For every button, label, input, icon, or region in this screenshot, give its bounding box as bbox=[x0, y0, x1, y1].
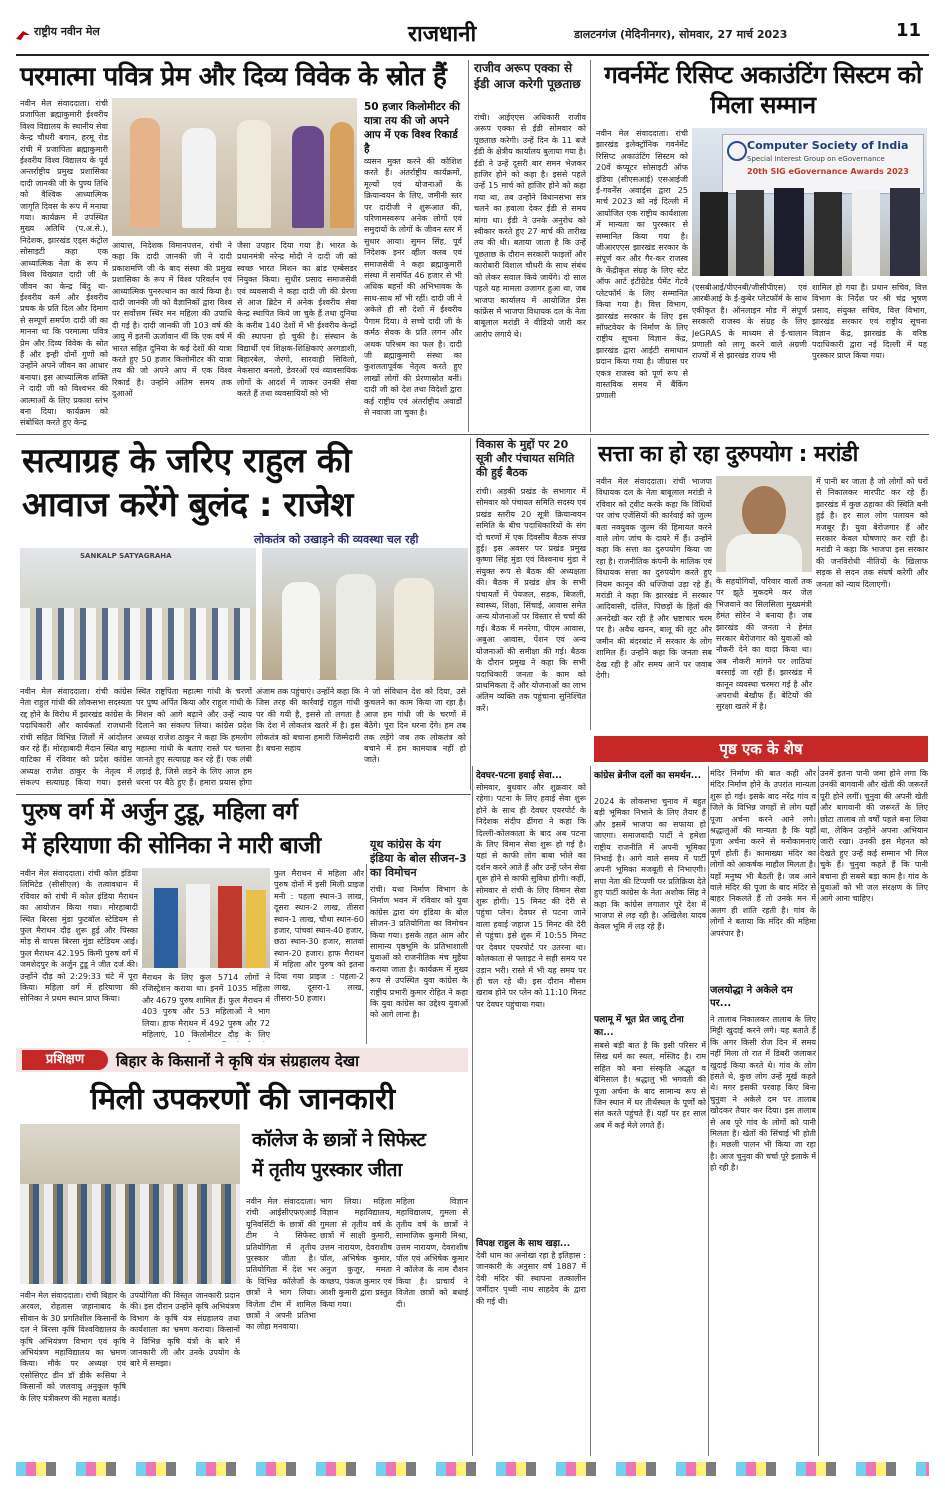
story2-body-c: शामिल हो गया है। प्रधान सचिव, वित्त विभाग के निर्देश पर श्री चंद्र भूषण प्रसाद, संयुक्त सचिव, वित्त विभाग, झारखंड सरकार एवं राष्ट्रीय सूचना विज्ञान केंद्र, झारखंड के वरिष्ठ पदाधिकारी द्वारा नई दिल्ली में यह पुरस्कार प्राप्त किया गया। bbox=[812, 283, 927, 361]
masthead bbox=[16, 16, 929, 54]
column-divider bbox=[472, 766, 473, 1456]
photo-figure bbox=[292, 126, 324, 228]
jump1-headline-4: विपक्ष राहुल के साथ खड़ा... bbox=[476, 1239, 571, 1249]
jump1-headline-2: कांग्रेस ब्रेनीज दलों का समर्थन... bbox=[594, 771, 702, 781]
page-number: 11 bbox=[896, 20, 922, 41]
photo-figure bbox=[186, 884, 210, 968]
story6-kicker-headline: बिहार के किसानों ने कृषि यंत्र संग्रहालय देखा bbox=[116, 1052, 359, 1070]
jump1-headline: देवघर-पटना हवाई सेवा... bbox=[476, 771, 562, 781]
column-divider bbox=[590, 438, 591, 730]
section-rule bbox=[16, 434, 929, 435]
story1-headline: परमात्मा पवित्र प्रेम और दिव्य विवेक के स्रोत हैं bbox=[20, 62, 447, 92]
photo-figure bbox=[814, 192, 842, 276]
paper-name: राष्ट्रीय नवीन मेल bbox=[34, 25, 100, 38]
story4-portrait bbox=[716, 476, 812, 572]
story5-photo bbox=[142, 868, 270, 968]
column-divider bbox=[470, 438, 471, 790]
jump2-headline-2: जलयोद्धा ने अकेले दम पर... bbox=[710, 985, 793, 1009]
sidebar2-headline: विकास के मुद्दों पर 20 सूत्री और पंचायत समिति की हुई बैठक bbox=[476, 438, 575, 479]
portrait-body bbox=[726, 534, 802, 572]
story7-body-b: भाग लिया। महिला विज्ञान महाविद्यालय, गुमला से तृतीय वर्ष के छात्रों में साक्षी कुमारी, उत्तम नारायण, देवराशीष पॉल, अभिषेक कुमार, अनुज कुजूर, ममता कच्छप, पंकज कुमार एवं आशी कुमारी द्वारा प्रस्तुत किया गया। bbox=[320, 1197, 392, 1309]
section-band bbox=[594, 736, 928, 762]
story2-body-b: (एसबीआई/पीएनबी/जीसीपीएस) एवं आरबीआई के ई-कुबेर प्लेटफॉर्म के साथ एकीकृत है। ऑनलाइन मोड में संपूर्ण सरकारी राजस्व के संग्रह के लिए JeGRAS के माध्यम से ई-चालान प्रणाली को लागू करने वाले अग्रणी राज्यों में से झारखंड राज्य भी bbox=[692, 283, 807, 361]
award-banner-sub: Special Interest Group on eGovernance bbox=[747, 155, 885, 163]
story5-body-c: मैराथन के लिए कुल 5714 लोगों ने रजिस्ट्रेशन कराया था। इनमें 1035 महिला और 4679 पुरुष शामिल हैं। फुल मैराथन में 403 पुरुष और 53 महिलाओं ने भाग लिया। हाफ मैराथन में 492 पुरुष और 72 महिलाएं, 10 किलोमीटर दौड़ के लिए bbox=[142, 973, 270, 1040]
story4-body-a: नवीन मेल संवाददाता। रांची भाजपा विधायक दल के नेता बाबूलाल मरांडी ने रविवार को ट्वीट करके कहा कि विधियों पर जांच एजेंसियों की कार्रवाई को जुल्म बता नवयुवक जुल्म की हिमायत करने वाले लोग जांच के दायरे में हैं। उन्होंने कहा कि सत्ता का दुरुपयोग किया जा रहा है। राजनीतिक कंपनी के मालिक एवं विधायक सत्ता का दुरुपयोग करते हुए नियम कानून की धज्जियां उड़ा रहे हैं। मरांडी ने कहा कि झारखंड में सरकार आदिवासी, दलित, पिछड़ों के हितों की अनदेखी कर रही है और भ्रष्टाचार चरम पर है। अवैध खनन, बालू की लूट और जमीन की बंदरबांट में सरकार के लोग शामिल हैं। उन्होंने कहा कि जनता सब देख रही है और समय आने पर जवाब देगी। bbox=[596, 477, 712, 680]
sidebar3-body: रांची। यथा निर्माण विभाग के निर्माण भवन में रविवार को युवा कांग्रेस द्वारा यंग इंडिया के बोल सीजन-3 प्रतियोगिता का विमोचन किया गया। इसके तहत आम और सामान्य पृष्ठभूमि के प्रतिभाशाली युवाओं को राजनीतिक मंच मुहैया कराया जाता है। कार्यक्रम में मुख्य रूप से उपस्थित युवा कांग्रेस के राष्ट्रीय प्रभारी कुमार रोहित ने कहा कि युवा कांग्रेस का उद्देश्य युवाओं को आगे लाना है। bbox=[370, 885, 468, 1020]
sidebar1-body: रांची। आईएएस अधिकारी राजीव अरूप एक्का से ईडी सोमवार को पूछताछ करेगी। उन्हें दिन के 11 बजे ईडी के क्षेत्रीय कार्यालय बुलाया गया है। ईडी ने उन्हें दूसरी बार समन भेजकर हाजिर होने को कहा है। इससे पहले उन्हें 15 मार्च को हाजिर होने को कहा गया था, तब उन्होंने विधानसभा सत्र चलने का हवाला देकर ईडी से समय मांगा था। ईडी ने उनके अनुरोध को स्वीकार करते हुए 27 मार्च की तारीख तय की थी। बताया जाता है कि उन्हें पूछताछ के दौरान सरकारी फाइलों और कारोबारी विशाल चौधरी के साथ संबंध को लेकर सवाल किये जायेंगे। दो साल पहले यह मामला उजागर हुआ था, जब भाजपा कार्यालय में आयोजित प्रेस कांफ्रेंस में भाजपा विधायक दल के नेता बाबूलाल मरांडी ने वीडियो जारी कर आरोप लगाये थे। bbox=[474, 113, 586, 339]
photo-figure bbox=[182, 128, 216, 228]
photo-figure bbox=[336, 574, 376, 680]
masthead-rule bbox=[16, 54, 929, 56]
photo-figure bbox=[700, 192, 728, 276]
story3-body-a: नवीन मेल संवाददाता। रांची कांग्रेस नेता राहुल गांधी की लोकसभा सदस्यता रद्द होने के विरोध में झारखंड कांग्रेस के पदाधिकारी और कार्यकर्ता राजधानी रांची सहित विभिन्न जिलों में आंदोलन कर रहे हैं। मोरहाबादी मैदान स्थित बापू वाटिका में रविवार को प्रदेश कांग्रेस अध्यक्ष राजेश ठाकुर के नेतृत्व में संकल्प सत्याग्रह किया गया। इससे bbox=[20, 687, 132, 788]
story1-photo bbox=[112, 98, 357, 236]
dateline: डालटनगंज (मेदिनीनगर), सोमवार, 27 मार्च 2023 bbox=[574, 28, 788, 41]
photo-figure bbox=[736, 190, 764, 276]
story3-body-f: ने जो संविधान देश को दिया, उसे कुचलने का काम किया जा रहा है। आज हम गांधी जी के चरणों में बैठेंगे। पूरा दिन धरना देंगे। हम तब तक लड़ेंगे जब तक लोकतंत्र को बचाने में हम कामयाब नहीं हो जाते। bbox=[364, 687, 466, 765]
column-divider bbox=[366, 864, 367, 1044]
photo-figure bbox=[330, 122, 354, 228]
photo-banner: SANKALP SATYAGRAHA bbox=[80, 552, 172, 560]
story3-subhead: लोकतंत्र को उखाड़ने की व्यवस्था चल रही bbox=[254, 533, 419, 546]
story4-body-c: में पानी बर जाता है जो लोगों को घरों से निकालकर मारपीट कर रहे हैं। झारखंड में कुछ ठहाका की स्थिति बनी हुई है। हर साल लोग पलायन को मजबूर हैं। युवा बेरोजगार हैं और सरकार केवल घोषणाएं कर रही है। मरांडी ने कहा कि भाजपा इस सरकार की जनविरोधी नीतियों के खिलाफ सड़क से सदन तक संघर्ष करेगी और जनता को न्याय दिलाएगी। bbox=[816, 477, 928, 589]
section-rule bbox=[16, 794, 471, 795]
story1-pull-quote: 50 हजार किलोमीटर की यात्रा तय की जो अपने आप में एक विश्व रिकार्ड है bbox=[364, 101, 460, 155]
print-registration-strip bbox=[16, 1462, 929, 1476]
jump3-body: उनमें इतना पानी जमा होने लगा कि उनकी बागवानी और खेती की जरूरतें पूरी होने लगीं। चुनुवा की अपनी खेती और बागवानी की जरूरतें के लिए छोटा तालाब तो वर्षों पहले बना लिया था, लेकिन उन्होंने अपना अभियान जारी रखा। उनकी इस मेहनत को देखते हुए उन्हें कई सम्मान भी मिल चुके हैं। चुनुवा कहते हैं कि पानी बचाना ही सबसे बड़ा काम है। गांव के युवाओं को भी जल संरक्षण के लिए आगे आना चाहिए। bbox=[820, 769, 928, 904]
section-band-title: पृष्ठ एक के शेष bbox=[719, 740, 803, 758]
award-banner-title: Computer Society of India bbox=[747, 139, 909, 152]
photo-figure bbox=[394, 578, 434, 680]
jump1-body-2: 2024 के लोकसभा चुनाव में बहुत बड़ी भूमिका निभाने के लिए तैयार हैं और इसमें भाजपा का सफाया हो जाएगा। समाजवादी पार्टी ने हमेशा राष्ट्रीय राजनीति में अपनी भूमिका निभाई है। आगे वाले समय में पार्टी अपनी भूमिका मजबूती से निभाएगी। सपा नेता की टिप्पणी पर प्रतिक्रिया देते हुए पार्टी कांग्रेस के नेता अशोक सिंह ने कहा कि कांग्रेस लगातार पूरे देश में भाजपा से लड़ रही है। अखिलेश यादव केवल भूमि में लड़ रहे हैं। bbox=[594, 797, 706, 932]
photo-figure bbox=[774, 188, 804, 276]
photo-crowd bbox=[20, 1184, 240, 1284]
award-banner-award: 20th SIG eGovernance Awards 2023 bbox=[747, 167, 909, 176]
story2-headline: गवर्नमेंट रिसिप्ट अकाउंटिंग सिस्टम को मिला सम्मान bbox=[604, 61, 922, 119]
story6-headline: मिली उपकरणों की जानकारी bbox=[90, 1082, 395, 1117]
story3-headline-line2: आवाज करेंगे बुलंद : राजेश bbox=[22, 485, 353, 525]
story5-headline-line2: में हरियाणा की सोनिका ने मारी बाजी bbox=[22, 833, 321, 859]
photo-figure bbox=[218, 886, 242, 968]
jump1-body: सोमवार, बुधवार और शुक्रवार को रहेगा। पटना के लिए हवाई सेवा शुरू होने के साथ ही देवघर एयरपोर्ट के निदेशक संदीप ढींगरा ने कहा कि दिल्ली-कोलकाता के बाद अब पटना के लिए विमान सेवा शुरू हो गई है। यहां से काफी लोग बाबा भोले का दर्शन करने आते हैं और उन्हें प्लेन सेवा शुरू होने से काफी सुविधा होगी। कहीं, सोमवार से रांची के लिए विमान सेवा शुरू होगी। 15 मिनट की देरी से पहुंचा प्लेन। देवघर से पटना जाने वाला हवाई जहाज 15 मिनट की देरी से पहुंचा। इसे शुरू में 10:55 मिनट पर देवघर एयरपोर्ट पर उतरना था। कोलकाता से फ्लाइट ने सही समय पर उड़ान भरी। रास्ते में भी यह समय पर ही चल रहे थी। इस दौरान मौसम खराब होने पर प्लेन को 11:10 मिनट पर देवघर पहुंचाया गया। bbox=[476, 783, 586, 1009]
story6-body-a: नवीन मेल संवाददाता। रांची बिहार के अरवल, रोहतास जहानाबाद के सीवान के 30 प्रगतिशील किसानों के दल ने बिरसा कृषि विश्वविद्यालय के कृषि अभियंत्रण विभाग एवं कृषि अभियंत्रण महाविद्यालय का भ्रमण किया। मौके पर अध्यक्ष एवं एसोसिएट डीन डॉ डीके रूसिया ने किसानों को जलवायु अनुकूल कृषि के लिए यंत्रीकरण की महत्ता बताई। bbox=[20, 1291, 126, 1403]
story5-body-b: फुल मैराथन में महिला और पुरुष दोनों में इसी मिली प्राइज मनी : पहला स्थान-3 लाख, दूसरा स्थान-2 लाख, तीसरा स्थान-1 लाख, चौथा स्थान-60 हजार, पांचवां स्थान-40 हजार, छठा स्थान-30 हजार, सातवां स्थान-20 हजार। हाफ मैराथन में महिला और पुरुष को इतना दिया गया प्राइज : पहला-2 लाख, दूसरा-1 लाख, तीसरा-50 हजार। bbox=[274, 869, 364, 1004]
photo-figure bbox=[130, 118, 160, 228]
award-banner bbox=[722, 134, 924, 194]
story5-headline-line1: पुरुष वर्ग में अर्जुन टुडू, महिला वर्ग bbox=[22, 799, 298, 825]
jump2-body: मंदिर निर्माण की बात कही और मंदिर निर्माण होने के उपरांत मान्यता शुरू हो गई। इसके बाद नरेंद्र गांव व जिले के विभिन्न जगहों से लोग यहाँ पूजा अर्चना करने आने लगे। श्रद्धालुओं की मान्यता है कि यहाँ पूजा अर्चना करने से मनोकामनाएं पूर्ण होती हैं। कामाख्या मंदिर का लोगों को आकर्षक माहौल मिलता है। यहाँ मनुष्य भी बैठती है। जब आने वाले मंदिर की पूजा के बाद मंदिर से बाहर निकलते हैं तो उनके मन में अलग ही शांति रहती है। गांव के लोगों ने बताया कि मंदिर की महिमा अपरंपार है। bbox=[710, 769, 816, 938]
story7-body-c: महिला विज्ञान महाविद्यालय, गुमला से तृतीय वर्ष के छात्रों ने सामाजिक कुमारी मिश्रा, उत्तम नारायण, देवराशीष पॉल एवं अभिषेक कुमार ने कॉलेज के नाम रौशन किया है। प्राचार्य ने विजेता छात्रों को बधाई दी। bbox=[396, 1197, 468, 1309]
story7-body-a: नवीन मेल संवाददाता। रांची आईसीएफएआई यूनिवर्सिटी के छात्रों की टीम ने सिफेस्ट प्रतियोगिता में तृतीय पुरस्कार जीता है। प्रतियोगिता में देश भर के विभिन्न कॉलेजों के छात्रों ने भाग लिया। विजेता टीम में शामिल छात्रों ने अपनी प्रतिभा का लोहा मनवाया। bbox=[246, 1197, 316, 1332]
story1-body-b: आयात्त, निदेशक विमानपत्तन, रांची ने कहा कि दादी जानकी जी ने दादी प्रकाशमणि जी के बाद संस्था की प्रमुख प्रशासिका के रूप में विश्व परिवर्तन एवं आध्यात्मिक पुनरुत्थान का कार्य किया है। दादी जानकी जी को वैज्ञानिकों द्वारा विश्व पर सर्वोत्तम स्थिर मन महिला की उपाधि दी गई है। दादी जानकी जी 103 वर्ष की आयु में इतनी ऊर्जावान थीं कि एक वर्ष में भारत सहित दुनिया के कई देशों की यात्रा करते हुए 50 हजार किलोमीटर की यात्रा तय की जो अपने आप में एक विश्व रिकार्ड है। उन्होंने अंतिम समय तक दुआओं bbox=[112, 241, 232, 399]
column-divider bbox=[590, 766, 591, 1456]
story4-body-b: के सहयोगियों, परिवार वालों तक पर झूठे मुकदमे कर जेल भिजवाने का सिलसिला मुख्यमंत्री हेमंत सोरेन ने बनाया है। जब झारखंड की जनता ने हेमंत सरकार बेरोजगार को युवाओं को नौकरी देने का वादा किया था। अब नौकरी मांगने पर लाठियां बरसाई जा रही हैं। झारखंड में कानून व्यवस्था चरमरा गई है और अपराधी बेखौफ हैं। बेटियों की सुरक्षा खतरे में है। bbox=[716, 577, 812, 712]
photo-crowd bbox=[20, 608, 256, 680]
story3-photo bbox=[20, 548, 256, 680]
photo-figure bbox=[237, 120, 271, 228]
photo-figure bbox=[852, 190, 880, 276]
sidebar2-body: रांची। अड़की प्रखंड के सभागार में सोमवार को पंचायत समिति सदस्य एवं प्रखंड स्तरीय 20 सूत्री क्रियान्वयन समिति के बीच पदाधिकारियों के संग दो चरणों में एक दिवसीय बैठक संपन्न हुई। इस अवसर पर प्रखंड प्रमुख कृष्णा सिंह मुंडा एवं विश्वनाथ मुंडा ने संयुक्त रूप से बैठक की अध्यक्षता की। बैठक में प्रखंड क्षेत्र के सभी पंचायतों में पेयजल, सड़क, बिजली, स्वास्थ्य, शिक्षा, सिंचाई, आवास समेत अन्य योजनाओं पर विस्तार से चर्चा की गई। बैठक में मनरेगा, पीएम आवास, अबुआ आवास, पेंशन एवं अन्य योजनाओं की समीक्षा की गई। बैठक के दौरान प्रमुख ने कहा कि सभी पदाधिकारी जनता के काम को प्राथमिकता दें और योजनाओं का लाभ अंतिम व्यक्ति तक पहुंचाना सुनिश्चित करें। bbox=[476, 487, 586, 713]
photo-figure bbox=[246, 890, 266, 968]
sidebar3-headline: यूथ कांग्रेस के यंग इंडिया के बोल सीजन-3 का विमोचन bbox=[370, 838, 467, 879]
story1-body-c: जैसा उपहार दिया गया है। भारत के प्रधानमंत्री नरेन्द्र मोदी ने दादी जी को स्वच्छ भारत मिशन का ब्रांड एम्बेसडर नियुक्त किया। सुधीर प्रसाद समाजसेवी एवं व्यवसायी ने कहा दादी जी की प्रेरणा से आज ब्रिटेन में अनेक ईश्वरीय सेवा केन्द्र स्थापित किये जा चुके हैं तथा दुनिया के करीब 140 देशों में भी ईश्वरीय केन्द्रों की स्थापना हो चुकी है। संस्थान के विद्यार्थी एवं शिक्षक-शिक्षिकाएं अरगडाशी, बिहारबेल, जेरगो, सारवाही सिविलो, नेकसारा बनलो, डेवरओं एवं व्यावसायिक लोगों के आदर्श में जाकर उनकी सेवा करते हैं तथा व्यवसायियों को भी bbox=[237, 241, 357, 399]
story1-body-d: व्यसन मुक्त करने की कोशिश करते हैं। अंतर्राष्ट्रीय कार्यक्रमों, मूल्यों एवं योजनाओं के क्रियान्वयन के लिए, जमीनी स्तर पर दादीजी ने शुरूआत की, परिणामस्वरूप अनेक लोगों एवं समुदायों के लोगों के जीवन स्तर में सुधार आया। सुमन सिंह, पूर्व निदेशक इनर व्हील क्लब एवं समाजसेवी ने कहा ब्रह्माकुमारी संस्था में समर्पित 46 हजार से भी अधिक बहनों की अभिभावक के साथ-साथ माँ भी रहीं। दादी जी ने अकेले ही सौ देशों में ईश्वरीय पैगाम दिया। वे सच्चे दादी जी के कर्मठ सेवक के प्रति लगन और अथक परिश्रम का फल है। दादी जी ब्रह्माकुमारी संस्था का कुशलतापूर्वक नेतृत्व करते हुए लाखों लोगों की प्रेरणास्रोत बनीं। दादी जी को देश तथा विदेशों द्वारा कई राष्ट्रीय एवं अंतर्राष्ट्रीय अवार्डों से नवाजा जा चुका है। bbox=[364, 157, 462, 417]
column-divider bbox=[708, 766, 709, 1456]
story6-body-b: उपयोगिता की विस्तृत जानकारी प्रदान की। इस दौरान उन्होंने कृषि अभियंत्रण विभाग के कृषि यंत्र संग्रहालय तथा कार्यशाला का भ्रमण कराया। किसानों ने विभिन्न कृषि यंत्रों के बारे में जानकारी ली और उनके उपयोग के बारे में समझा। bbox=[130, 1291, 240, 1369]
photo-figure bbox=[890, 188, 920, 276]
photo-figure bbox=[282, 582, 320, 680]
paper-logo-icon bbox=[16, 26, 30, 38]
column-divider bbox=[818, 766, 819, 1456]
column-divider bbox=[590, 60, 591, 432]
story5-body-a: नवीन मेल संवाददाता। रांची कोल इंडिया लिमिटेड (सीसीएल) के तत्वावधान में रविवार को रांची में कोल इंडिया मैराथन का आयोजन किया गया। मोरहाबादी स्थित बिरसा मुंडा फुटबॉल स्टेडियम से फुल मैराथन दौड़ शुरू हुई और पिस्का मोड़ से वापस बिरसा मुंडा स्टेडियम आई। फुल मैराथन 42.195 किमी पुरुष वर्ग में जमशेदपुर के अर्जुन टुडू ने जीत दर्ज की। उन्होंने दौड़ को 2:29:33 घंटे में पूरा किया। महिला वर्ग में हरियाणा की सोनिका ने प्रथम स्थान प्राप्त किया। bbox=[20, 869, 138, 1004]
story3-body-b: स्थित राष्ट्रपिता महात्मा गांधी के चरणों पर पुष्प अर्पित किया और राहुल गांधी के मिशन को आगे बढ़ाने और उन्हें न्याय दिलाने का संकल्प लिया। कांग्रेस प्रदेश अध्यक्ष राजेश ठाकुर ने कहा कि हमलोग महात्मा गांधी के बताए रास्ते पर चलना जानते हुए सत्याग्रह कर रहे हैं। एक लंबी लड़ाई है, जिसे लड़ने के लिए आज हम धरना पर बैठे हुए हैं। हमारा प्रयास होगा bbox=[136, 687, 252, 788]
story2-award-photo bbox=[692, 128, 927, 276]
column-divider bbox=[468, 60, 469, 432]
jump2-body-2: ने तालाब निकालकर तालाब के लिए मिट्टी खुदाई करने लगे। यह बताते हैं कि अगर किसी रोज दिन में समय नहीं मिला तो रात में डिबरी जलाकर खुदाई किया करते थे। गांव के लोग हंसते थे, कुछ लोग उन्हें मूर्ख कहते थे। मगर इसकी परवाह किए बिना चुनुवा ने अकेले दम पर तालाब खोदकर तैयार कर दिया। इस तालाब से अब पूरे गांव के लोगों को पानी मिलता है। खेतों की सिंचाई भी होती है। मछली पालन भी किया जा रहा है। आज चुनुवा की चर्चा पूरे इलाके में हो रही है। bbox=[710, 1015, 816, 1173]
story3-headline-line1: सत्याग्रह के जरिए राहुल की bbox=[22, 441, 352, 481]
story1-body-a: नवीन मेल संवाददाता। रांची प्रजापिता ब्रह्माकुमारी ईश्वरीय विश्व विद्यालय के स्थानीय सेवा केन्द्र चौधरी बगान, हरमू रोड रांची में प्रजापिता ब्रह्माकुमारी ईश्वरीय विश्व विद्यालय के पूर्व अन्तर्राष्ट्रीय प्रमुख प्रशासिका दादी जानकी जी के पुण्य तिथि को वैश्विक आध्यात्मिक जागृति दिवस के रूप में मनाया गया। कार्यक्रम में उपस्थित मुख्य अतिथि (प.अ.से.), निदेशक, झारखंड एड्स कंट्रोल सोसाइटी कहा एक आध्यात्मिक नेता के रूप में विश्व विख्यात दादी जी के जीवन का केन्द्र बिंदु था- ईश्वरीय कर्म और ईश्वरीय प्रचक के प्रति दिल और दिमाग से सम्पूर्ण समर्पण दादी जी का मानना था कि परमात्मा पवित्र प्रेम और दिव्य विवेक के स्रोत हैं और इन्ही दोनों गुणों को उन्होंने अपने जीवन का आधार बनाया। इस आध्यात्मिक शक्ति ने दादी जी को विश्वभर की आत्माओं के लिए प्रकाश स्तंभ बना दिया। कार्यक्रम को संबोधित करते हुए केन्द्र bbox=[20, 99, 108, 428]
story3-body-e: अंजाम तक पहुंचाएं। उन्होंने कहा कि जिस तरह की कार्रवाई राहुल गांधी पर की गयी है, इससे तो लगता है कि देश में लोकतंत्र खतरे में है। इस लोकतंत्र को बचाना हमारी जिम्मेदारी है। बचना सहाय bbox=[256, 687, 360, 754]
story7-headline-line2: में तृतीय पुरस्कार जीता bbox=[252, 1159, 402, 1181]
section-title: राजधानी bbox=[408, 22, 477, 47]
jump1-headline-3: पलामू में भूत प्रेत जादू टोना का... bbox=[594, 1015, 684, 1038]
portrait-face bbox=[742, 486, 786, 538]
story3-photo-2 bbox=[262, 548, 468, 680]
story4-headline: सत्ता का हो रहा दुरुपयोग : मरांडी bbox=[598, 442, 858, 467]
sidebar1-headline: राजीव अरूप एक्का से ईडी आज करेगी पूछताछ bbox=[474, 61, 581, 91]
story7-headline-line1: कॉलेज के छात्रों ने सिफेस्ट bbox=[252, 1129, 426, 1151]
photo-figure bbox=[154, 888, 178, 968]
jump1-body-3: सबसे बड़ी बात है कि इसी परिसर में सिख धर्म का स्थल, मस्जिद है। राम सहित को बना संस्कृति अद्भुत व बेमिसाल है। श्रद्धालु भी भगवती की पूजा अर्चना के बाद सामान्य रूप से जिन स्थान में घर तीर्थस्थल के पूर्णों को संत करते पहुंचते हैं। यहाँ पर हर साल अब में कई मेले लगते हैं। bbox=[594, 1041, 706, 1130]
csi-logo-icon bbox=[727, 141, 747, 161]
story6-kicker: प्रशिक्षण bbox=[22, 1050, 108, 1070]
story2-body-a: नवीन मेल संवाददाता। रांची झारखंड इलेक्ट्रॉनिक गवर्नमेंट रिसिप्ट अकाउंटिंग सिस्टम को 20वें कंप्यूटर सोसाइटी ऑफ इंडिया (सीएसआई) एसआईजी ई-गवर्नेंस अवार्ड्स द्वारा 25 मार्च 2023 को नई दिल्ली में आयोजित एक राष्ट्रीय कार्यशाला में मान्यता का पुरस्कार से सम्मानित किया गया है। जीआरएएस झारखंड सरकार के संपूर्ण कर और गैर-कर राजस्व के केंद्रीकृत संग्रह के लिए स्टेट ऑफ आर्ट इंटीग्रेटेड पेमेंट गेटवे प्लेटफॉर्म के लिए सम्मानित किया गया है। वित्त विभाग, झारखंड सरकार के लिए इस सॉफ्टवेयर के निर्माण के लिए राष्ट्रीय सूचना विज्ञान केंद्र, झारखंड द्वारा आईटी समाधान प्रदान किया गया है। जीग्रास पर एकत्र राजस्व को पूर्ण रूप से वास्तविक समय में बैंकिंग प्रणाली bbox=[596, 129, 688, 401]
jump1-body-4b: देवी धाम का अनोखा रहा है इतिहास : जानकारी के अनुसार वर्ष 1887 में देवी मंदिर की स्थापना तत्कालीन जमींदार पृथ्वी नाथ साहदेव के द्वारा की गई थी। bbox=[476, 1251, 586, 1306]
story6-photo bbox=[20, 1124, 240, 1284]
